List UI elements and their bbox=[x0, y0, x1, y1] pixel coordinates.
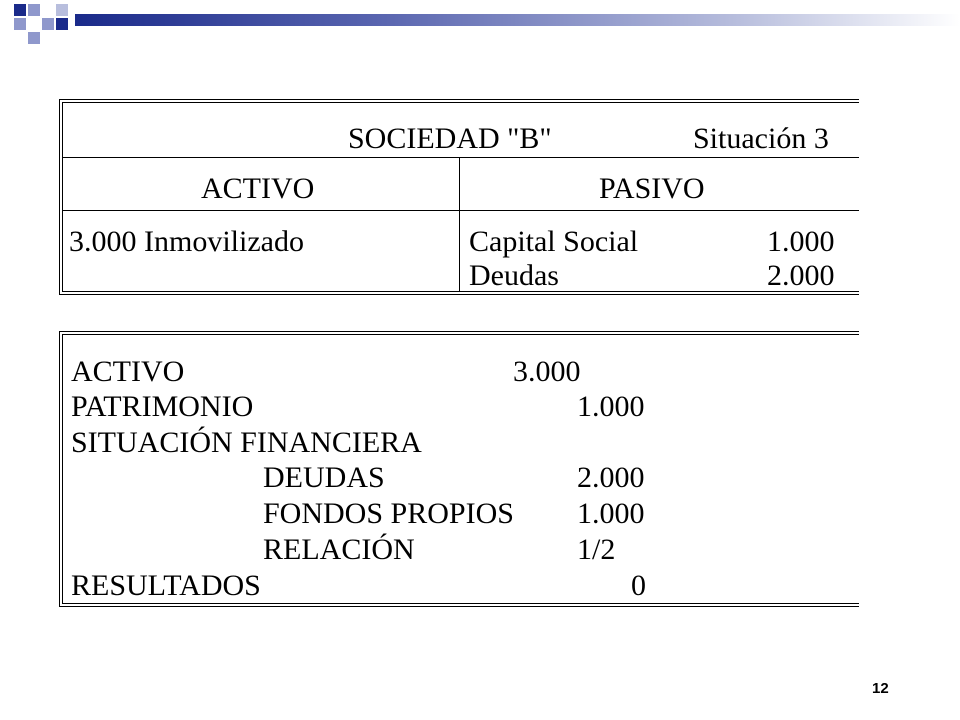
lavender-square-icon bbox=[42, 18, 54, 30]
column-divider bbox=[459, 158, 460, 291]
situation-label: Situación 3 bbox=[693, 122, 829, 155]
summary-row-label: SITUACIÓN FINANCIERA bbox=[71, 426, 422, 459]
lavender-square-icon bbox=[14, 18, 26, 30]
pasivo-item-label: Deudas bbox=[469, 259, 559, 292]
lavender-square-icon bbox=[28, 4, 40, 16]
pasivo-header: PASIVO bbox=[599, 172, 705, 205]
summary-row-label: RESULTADOS bbox=[71, 569, 261, 602]
balance-sheet-table bbox=[59, 99, 859, 295]
pasivo-item-value: 2.000 bbox=[767, 259, 835, 292]
summary-row-label: RELACIÓN bbox=[263, 533, 415, 566]
lavender-square-icon bbox=[56, 4, 68, 16]
summary-row-label: DEUDAS bbox=[263, 461, 385, 494]
summary-row-label: FONDOS PROPIOS bbox=[263, 497, 514, 530]
summary-row-value: 0 bbox=[631, 569, 646, 602]
balance-header-row bbox=[63, 158, 859, 211]
pasivo-item-value: 1.000 bbox=[767, 225, 835, 258]
balance-title-row bbox=[63, 103, 859, 158]
summary-row-value: 1.000 bbox=[577, 390, 645, 423]
summary-row-value: 3.000 bbox=[513, 355, 581, 388]
company-title: SOCIEDAD "B" bbox=[348, 122, 552, 155]
activo-header: ACTIVO bbox=[201, 172, 315, 205]
activo-item: 3.000 Inmovilizado bbox=[69, 225, 304, 258]
navy-square-icon bbox=[14, 4, 26, 16]
summary-row-value: 2.000 bbox=[577, 461, 645, 494]
page-number: 12 bbox=[872, 680, 889, 697]
financial-summary-table bbox=[59, 331, 859, 607]
navy-square-icon bbox=[56, 18, 68, 30]
summary-row-label: PATRIMONIO bbox=[71, 390, 254, 423]
summary-row-value: 1/2 bbox=[577, 533, 616, 566]
summary-row-value: 1.000 bbox=[577, 497, 645, 530]
summary-row-label: ACTIVO bbox=[71, 355, 185, 388]
pasivo-item-label: Capital Social bbox=[469, 225, 639, 258]
header-gradient-bar bbox=[75, 14, 960, 26]
lavender-square-icon bbox=[28, 32, 40, 44]
